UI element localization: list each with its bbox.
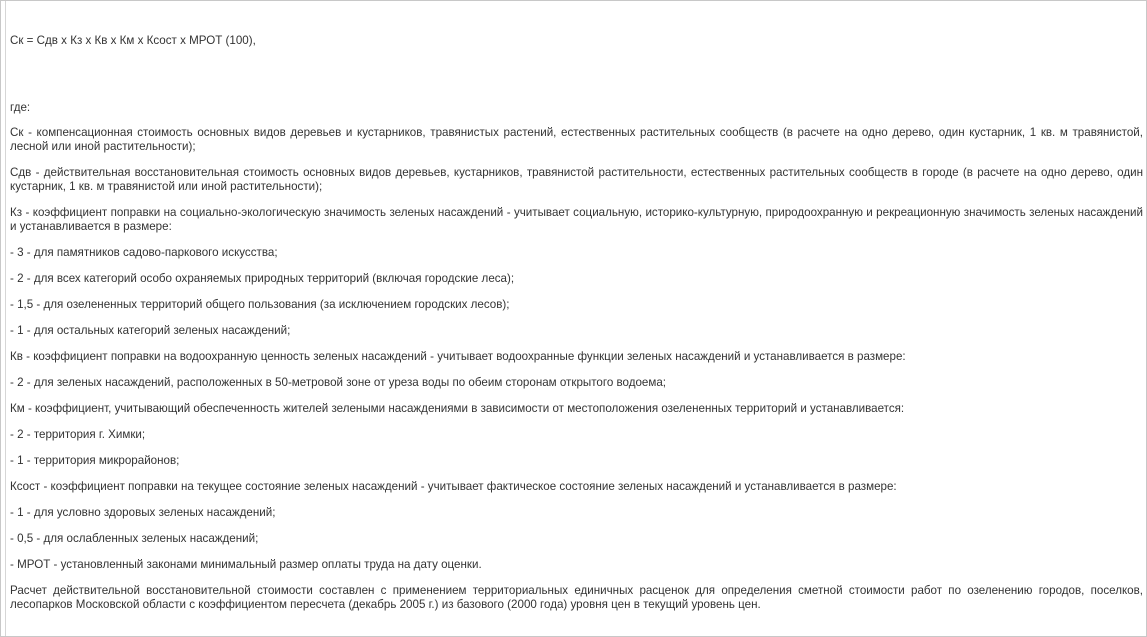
paragraph-ksost: Ксост - коэффициент поправки на текущее состояние зеленых насаждений - учитывает фактическое состояние зеленых насаждений и устанавливается в размере: xyxy=(10,480,897,493)
document-body xyxy=(10,34,1143,611)
formula-line: Ск = Сдв х Кз х Кв х Км х Ксост х МРОТ (100), xyxy=(10,34,256,47)
paragraph-km-1: - 1 - территория микрорайонов; xyxy=(10,454,180,467)
paragraph-kz-1: - 1 - для остальных категорий зеленых насаждений; xyxy=(10,324,291,337)
paragraph-kz-2: - 2 - для всех категорий особо охраняемых природных территорий (включая городские леса); xyxy=(10,272,515,285)
paragraph-kv-2: - 2 - для зеленых насаждений, расположенных в 50-метровой зоне от уреза воды по обеим сторонам открытого водоема; xyxy=(10,376,667,389)
where-label: где: xyxy=(10,101,31,114)
paragraph-ksost-0-5: - 0,5 - для ослабленных зеленых насаждений; xyxy=(10,532,259,545)
paragraph-kz-3: - 3 - для памятников садово-паркового искусства; xyxy=(10,246,278,259)
left-border-rule xyxy=(5,1,6,637)
paragraph-km: Км - коэффициент, учитывающий обеспеченность жителей зелеными насаждениями в зависимости от местоположения озелененных территорий и устанавливается: xyxy=(10,402,905,415)
paragraph-km-2: - 2 - территория г. Химки; xyxy=(10,428,146,441)
paragraph-sdv: Сдв - действительная восстановительная стоимость основных видов деревьев, кустарников, травянистой растительности, естественных растительных сообществ в городе (в расчете на одно дерево, один кустарник, 1 кв. м травянистой или иной растительности); xyxy=(10,166,1143,193)
paragraph-sk: Ск - компенсационная стоимость основных видов деревьев и кустарников, травянистых растений, естественных растительных сообществ (в расчете на одно дерево, один кустарник, 1 кв. м травянистой, лесной или иной растительности); xyxy=(10,126,1143,153)
paragraph-mrot: - МРОТ - установленный законами минимальный размер оплаты труда на дату оценки. xyxy=(10,558,482,571)
paragraph-kz-1-5: - 1,5 - для озелененных территорий общего пользования (за исключением городских лесов); xyxy=(10,298,510,311)
definitions-list xyxy=(10,126,1143,612)
paragraph-ksost-1: - 1 - для условно здоровых зеленых насаждений; xyxy=(10,506,276,519)
paragraph-kv: Кв - коэффициент поправки на водоохранную ценность зеленых насаждений - учитывает водоохранные функции зеленых насаждений и устанавливается в размере: xyxy=(10,350,906,363)
paragraph-calculation-note: Расчет действительной восстановительной стоимости составлен с применением территориальных единичных расценок для определения сметной стоимости работ по озеленению городов, поселков, лесопарков Московской области с коэффициентом пересчета (декабрь 2005 г.) из базового (2000 года) уровня цен в текущий уровень цен. xyxy=(10,584,1143,611)
paragraph-kz: Кз - коэффициент поправки на социально-экологическую значимость зеленых насаждений - учитывает социальную, историко-культурную, природоохранную и рекреационную значимость зеленых насаждений и устанавливается в размере: xyxy=(10,206,1143,233)
